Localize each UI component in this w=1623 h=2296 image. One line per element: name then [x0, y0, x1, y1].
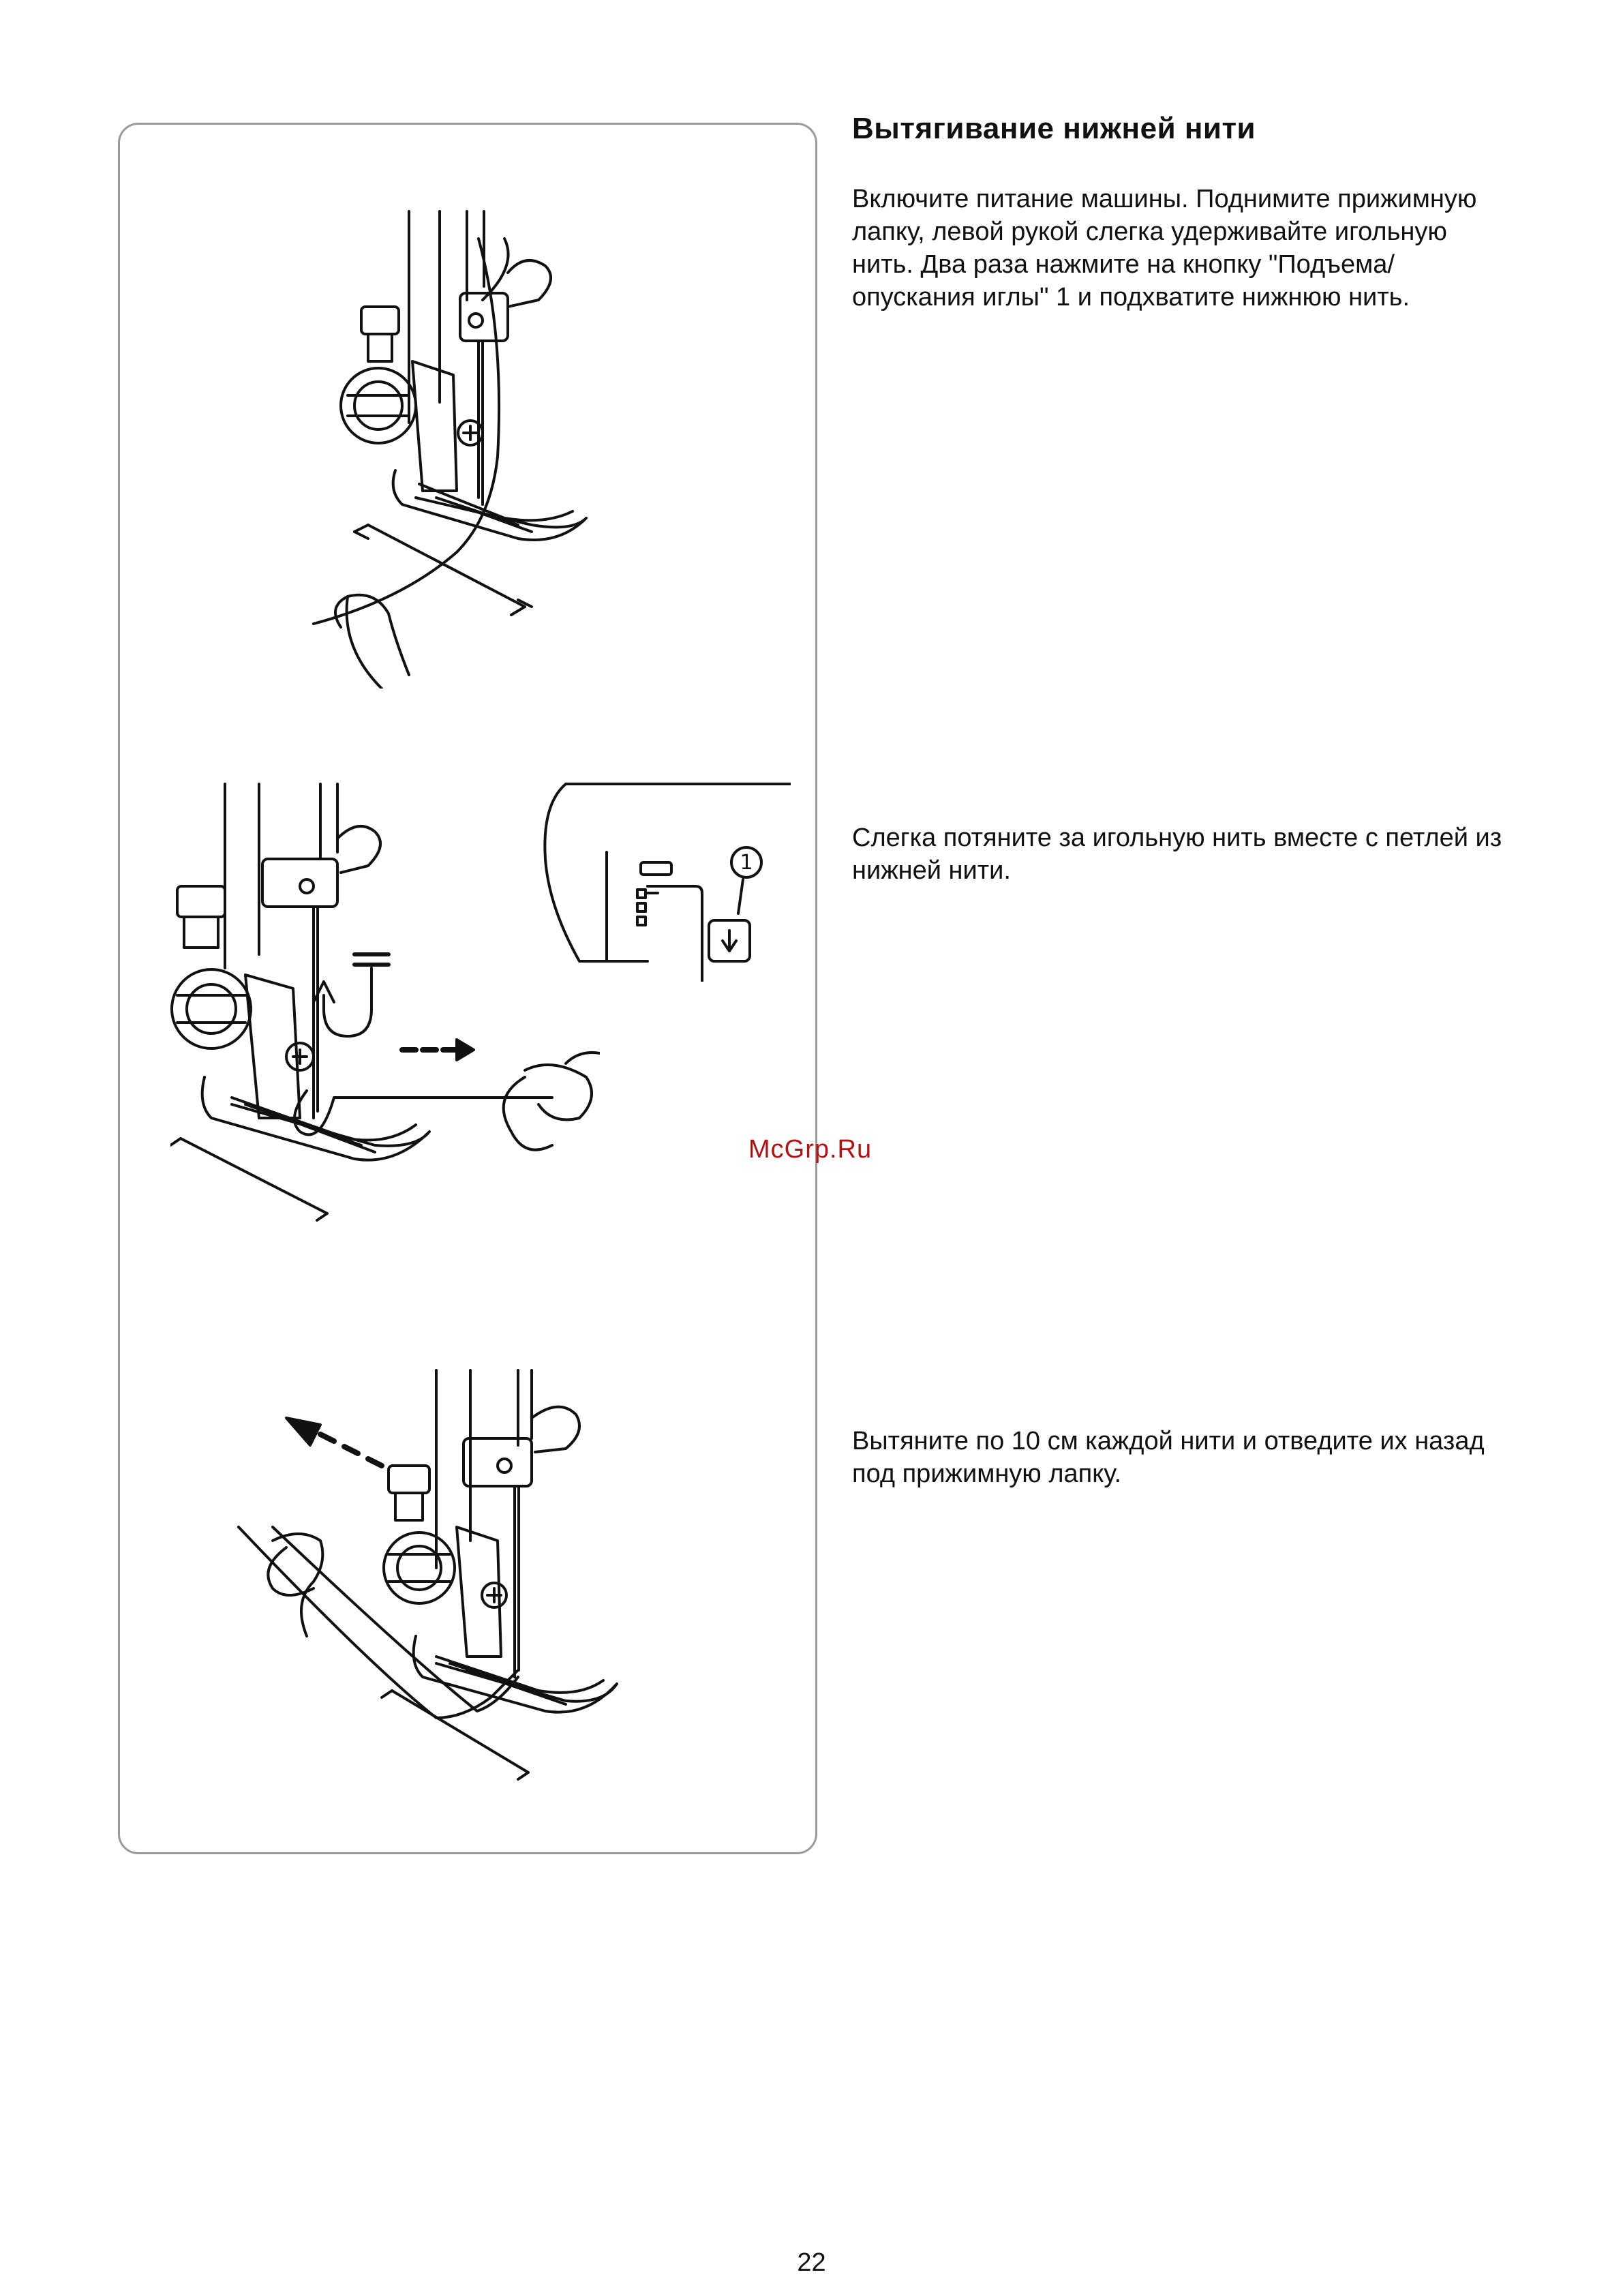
figure-pull-loop — [170, 777, 600, 1268]
figure-hold-needle-thread — [300, 198, 627, 689]
step-2-text: Слегка потяните за игольную нить вместе с петлей из нижней нити. — [852, 824, 1502, 885]
figure-draw-threads-back — [232, 1363, 627, 1800]
watermark: McGrp.Ru — [748, 1135, 873, 1164]
page-number: 22 — [797, 2248, 826, 2277]
section-heading: Вытягивание нижней нити — [852, 112, 1256, 145]
figure-needle-button-inset — [539, 777, 791, 982]
step-1-text: Включите питание машины. Поднимите прижимную лапку, левой рукой слегка удерживайте игольную нить. Два раза нажмите на кнопку "Подъема/опускания иглы" 1 и подхватите нижнюю нить. — [852, 185, 1477, 312]
svg-text:1: 1 — [740, 851, 753, 875]
step-3-text: Вытяните по 10 см каждой нити и отведите их назад под прижимную лапку. — [852, 1427, 1485, 1488]
